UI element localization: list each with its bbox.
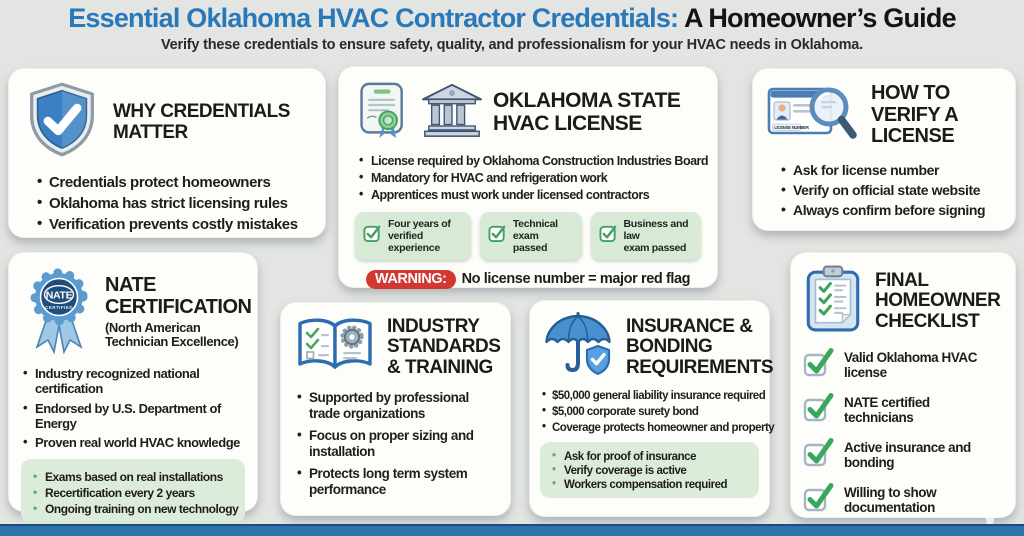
- umbrella-shield-icon: [540, 311, 616, 384]
- badge-line2: verified experience: [388, 230, 440, 255]
- card-nate-title: NATE CERTIFICATION: [105, 274, 252, 318]
- highlight: • Recertification every 2 years: [29, 486, 237, 500]
- badge-technical-exam: [480, 212, 582, 260]
- badge-business-law-exam: [591, 212, 701, 260]
- card-state-license: [338, 66, 718, 288]
- checkbox-checked-icon: [803, 347, 834, 383]
- highlight: • Ask for proof of insurance: [548, 451, 751, 463]
- card-why-title: WHY CREDENTIALS MATTER: [113, 100, 290, 143]
- nate-highlights-box: [21, 459, 245, 523]
- green-check-icon: [599, 224, 618, 248]
- badge-line1: Business and law: [623, 218, 689, 243]
- checklist-item-label: Valid Oklahoma HVAC license: [844, 349, 977, 380]
- checklist-item: [803, 392, 1003, 428]
- green-check-icon: [363, 224, 382, 248]
- bullet: • Proven real world HVAC knowledge: [21, 435, 245, 450]
- checkbox-checked-icon: [803, 482, 834, 518]
- card-insurance-bullets: [540, 390, 775, 434]
- card-insurance-title: INSURANCE & BONDING REQUIREMENTS: [626, 315, 774, 378]
- card-why-bullets: [35, 174, 311, 233]
- footer-bar: [0, 524, 1024, 536]
- highlight: • Exams based on real installations: [29, 470, 237, 484]
- nate-badge-subtext: CERTIFIED: [45, 305, 73, 310]
- card-why-credentials: [8, 68, 326, 238]
- bullet: • Verify on official state website: [779, 182, 1001, 198]
- card-license-bullets: [357, 154, 709, 202]
- card-nate-bullets: [21, 366, 245, 451]
- page-header: [0, 0, 1024, 53]
- checklist-item-label: Willing to show documentation: [844, 484, 937, 515]
- checkbox-checked-icon: [803, 437, 834, 473]
- government-building-icon: [421, 82, 483, 143]
- bullet: • $50,000 general liability insurance required: [540, 390, 759, 402]
- license-number-label: LICENSE NUMBER: [774, 124, 809, 130]
- bullet: • Focus on proper sizing and installation: [295, 428, 496, 460]
- card-nate-subtitle: (North American Technician Excellence): [105, 319, 239, 350]
- bullet: • $5,000 corporate surety bond: [540, 406, 759, 418]
- shield-check-icon: [23, 81, 101, 164]
- checklist-item: [803, 437, 1003, 473]
- badge-line1: Technical exam: [512, 218, 558, 243]
- highlight: • Verify coverage is active: [548, 465, 751, 477]
- page-subtitle: Verify these credentials to ensure safety, quality, and professionalism for your HVAC needs in Oklahoma.: [161, 36, 863, 53]
- bullet: • Mandatory for HVAC and refrigeration work: [357, 171, 701, 185]
- card-industry-bullets: [295, 390, 496, 498]
- bullet: • Always confirm before signing: [779, 202, 1001, 218]
- card-verify-bullets: [779, 162, 1001, 218]
- badge-experience: [355, 212, 471, 260]
- card-insurance-bonding: [529, 300, 775, 517]
- clipboard-checklist-icon: [803, 265, 863, 338]
- bullet: • Protects long term system performance: [295, 466, 496, 498]
- bullet: • Supported by professional trade organizations: [295, 390, 496, 422]
- badge-line1: Four years of: [388, 218, 451, 230]
- open-book-icon: [295, 315, 375, 380]
- nate-badge-text: NATE: [45, 289, 73, 302]
- insurance-highlights: [548, 451, 751, 491]
- bullet: • Credentials protect homeowners: [35, 174, 311, 191]
- bullet: • License required by Oklahoma Construction Industries Board: [357, 154, 701, 168]
- green-check-icon: [488, 224, 507, 248]
- warning-text: No license number = major red flag: [461, 271, 691, 288]
- bullet: • Endorsed by U.S. Department of Energy: [21, 401, 245, 432]
- bullet: • Ask for license number: [779, 162, 1001, 178]
- checklist-item: [803, 347, 1003, 383]
- badge-line2: exam passed: [623, 242, 687, 255]
- bullet: • Coverage protects homeowner and property: [540, 422, 759, 434]
- warning-row: [355, 270, 701, 289]
- bullet: • Oklahoma has strict licensing rules: [35, 195, 311, 212]
- card-verify-title: HOW TO VERIFY A LICENSE: [871, 82, 958, 148]
- card-industry-standards: [280, 302, 511, 516]
- nate-badge-icon: [21, 263, 97, 362]
- card-industry-title: INDUSTRY STANDARDS & TRAINING: [387, 315, 501, 378]
- card-verify-license: [752, 68, 1016, 231]
- bullet: • Industry recognized national certification: [21, 366, 245, 397]
- card-checklist-title: FINAL HOMEOWNER CHECKLIST: [875, 269, 1001, 332]
- page-title-rest: A Homeowner’s Guide: [678, 3, 956, 33]
- page-title-accent: Essential Oklahoma HVAC Contractor Credentials:: [68, 3, 679, 33]
- card-final-checklist: [790, 252, 1016, 518]
- badge-line2: passed: [512, 242, 548, 255]
- insurance-highlights-box: [540, 442, 759, 498]
- bullet: • Apprentices must work under licensed contractors: [357, 188, 701, 202]
- highlight: • Ongoing training on new technology: [29, 502, 237, 516]
- credential-badges: [355, 212, 701, 260]
- warning-label: WARNING:: [366, 270, 456, 289]
- card-nate-certification: [8, 252, 258, 516]
- card-license-title: OKLAHOMA STATE HVAC LICENSE: [493, 88, 681, 135]
- checkbox-checked-icon: [803, 392, 834, 428]
- nate-highlights: [29, 470, 237, 516]
- checklist-item-label: NATE certified technicians: [844, 394, 930, 425]
- certificate-icon: [355, 79, 411, 146]
- license-magnifier-icon: [767, 81, 859, 150]
- checklist-item-label: Active insurance and bonding: [844, 439, 971, 470]
- page-title: [0, 4, 1024, 34]
- highlight: • Workers compensation required: [548, 479, 751, 491]
- bullet: • Verification prevents costly mistakes: [35, 216, 311, 233]
